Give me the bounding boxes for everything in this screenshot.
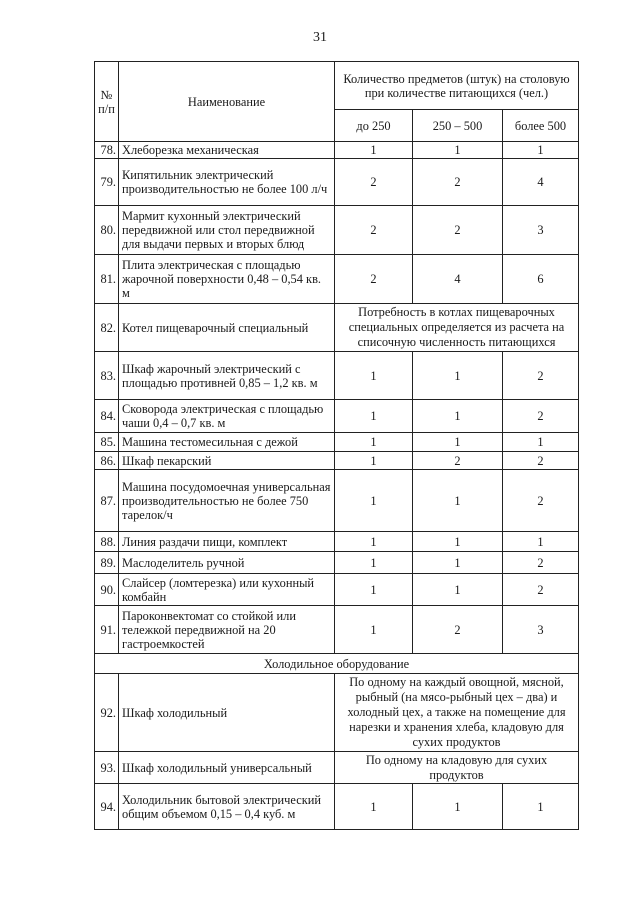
table-row — [95, 304, 579, 352]
table-row — [95, 470, 579, 532]
item-name: Мармит кухонный электрический передвижной или стол передвижной для выдачи первых и вторых блюд — [119, 206, 335, 255]
row-number: 79. — [95, 159, 119, 206]
table-row — [95, 574, 579, 606]
qty-b: 1 — [413, 400, 503, 433]
item-name: Маслоделитель ручной — [119, 552, 335, 574]
qty-b: 1 — [413, 470, 503, 532]
qty-a: 1 — [335, 606, 413, 654]
item-name: Пароконвектомат со стойкой или тележкой передвижной на 20 гастроемкостей — [119, 606, 335, 654]
table-row — [95, 142, 579, 159]
row-number: 87. — [95, 470, 119, 532]
item-name: Шкаф холодильный универсальный — [119, 752, 335, 784]
qty-a: 1 — [335, 574, 413, 606]
qty-a: 1 — [335, 433, 413, 452]
qty-c: 1 — [503, 142, 579, 159]
qty-c: 3 — [503, 606, 579, 654]
row-number: 80. — [95, 206, 119, 255]
table-row — [95, 532, 579, 552]
qty-a: 2 — [335, 255, 413, 304]
qty-b: 2 — [413, 159, 503, 206]
header-quantity: Количество предметов (штук) на столовую при количестве питающихся (чел.) — [335, 62, 579, 110]
item-name: Плита электрическая с площадью жарочной поверхности 0,48 – 0,54 кв. м — [119, 255, 335, 304]
qty-a: 1 — [335, 142, 413, 159]
qty-c: 2 — [503, 452, 579, 470]
qty-b: 1 — [413, 142, 503, 159]
requirement-note: По одному на каждый овощной, мясной, рыбный (на мясо-рыбный цех – два) и холодный цех, а также на помещение для нарезки и хранения хлеба, кладовую для сухих продуктов — [335, 674, 579, 752]
header-col-a: до 250 — [335, 110, 413, 142]
header-row — [95, 62, 579, 110]
qty-a: 1 — [335, 470, 413, 532]
item-name: Холодильник бытовой электрический общим объемом 0,15 – 0,4 куб. м — [119, 784, 335, 830]
qty-b: 1 — [413, 352, 503, 400]
item-name: Котел пищеварочный специальный — [119, 304, 335, 352]
table-row — [95, 255, 579, 304]
row-number: 93. — [95, 752, 119, 784]
qty-a: 1 — [335, 400, 413, 433]
qty-c: 2 — [503, 574, 579, 606]
row-number: 91. — [95, 606, 119, 654]
item-name: Машина тестомесильная с дежой — [119, 433, 335, 452]
item-name: Хлеборезка механическая — [119, 142, 335, 159]
qty-b: 1 — [413, 574, 503, 606]
row-number: 82. — [95, 304, 119, 352]
qty-b: 2 — [413, 206, 503, 255]
section-row — [95, 654, 579, 674]
qty-b: 1 — [413, 552, 503, 574]
table-row — [95, 606, 579, 654]
page-number: 31 — [313, 30, 327, 45]
item-name: Кипятильник электрический производительностью не более 100 л/ч — [119, 159, 335, 206]
table-row — [95, 352, 579, 400]
row-number: 84. — [95, 400, 119, 433]
table-row — [95, 674, 579, 752]
qty-a: 1 — [335, 352, 413, 400]
table-row — [95, 206, 579, 255]
row-number: 90. — [95, 574, 119, 606]
table-row — [95, 752, 579, 784]
row-number: 88. — [95, 532, 119, 552]
qty-b: 1 — [413, 433, 503, 452]
table-row — [95, 433, 579, 452]
header-col-c: более 500 — [503, 110, 579, 142]
item-name: Сковорода электрическая с площадью чаши 0,4 – 0,7 кв. м — [119, 400, 335, 433]
qty-b: 1 — [413, 532, 503, 552]
table-row — [95, 400, 579, 433]
row-number: 81. — [95, 255, 119, 304]
row-number: 89. — [95, 552, 119, 574]
qty-c: 1 — [503, 532, 579, 552]
item-name: Линия раздачи пищи, комплект — [119, 532, 335, 552]
header-col-b: 250 – 500 — [413, 110, 503, 142]
qty-c: 6 — [503, 255, 579, 304]
item-name: Слайсер (ломтерезка) или кухонный комбайн — [119, 574, 335, 606]
qty-b: 2 — [413, 606, 503, 654]
qty-c: 2 — [503, 552, 579, 574]
requirement-note: Потребность в котлах пищеварочных специальных определяется из расчета на списочную численность питающихся — [335, 304, 579, 352]
qty-c: 1 — [503, 784, 579, 830]
qty-a: 2 — [335, 206, 413, 255]
item-name: Машина посудомоечная универсальная производительностью не более 750 тарелок/ч — [119, 470, 335, 532]
equipment-table — [94, 61, 579, 830]
row-number: 85. — [95, 433, 119, 452]
item-name: Шкаф жарочный электрический с площадью противней 0,85 – 1,2 кв. м — [119, 352, 335, 400]
qty-c: 2 — [503, 470, 579, 532]
row-number: 94. — [95, 784, 119, 830]
header-name: Наименование — [119, 62, 335, 142]
item-name: Шкаф холодильный — [119, 674, 335, 752]
row-number: 92. — [95, 674, 119, 752]
table-row — [95, 452, 579, 470]
qty-a: 1 — [335, 552, 413, 574]
qty-b: 2 — [413, 452, 503, 470]
table-row — [95, 159, 579, 206]
qty-c: 2 — [503, 352, 579, 400]
qty-b: 4 — [413, 255, 503, 304]
qty-a: 1 — [335, 532, 413, 552]
qty-b: 1 — [413, 784, 503, 830]
row-number: 86. — [95, 452, 119, 470]
header-num: № п/п — [95, 62, 119, 142]
qty-a: 2 — [335, 159, 413, 206]
qty-a: 1 — [335, 452, 413, 470]
qty-c: 2 — [503, 400, 579, 433]
requirement-note: По одному на кладовую для сухих продуктов — [335, 752, 579, 784]
section-title: Холодильное оборудование — [95, 654, 579, 674]
qty-c: 1 — [503, 433, 579, 452]
table-row — [95, 552, 579, 574]
row-number: 83. — [95, 352, 119, 400]
table-row — [95, 784, 579, 830]
qty-c: 3 — [503, 206, 579, 255]
item-name: Шкаф пекарский — [119, 452, 335, 470]
qty-a: 1 — [335, 784, 413, 830]
row-number: 78. — [95, 142, 119, 159]
qty-c: 4 — [503, 159, 579, 206]
